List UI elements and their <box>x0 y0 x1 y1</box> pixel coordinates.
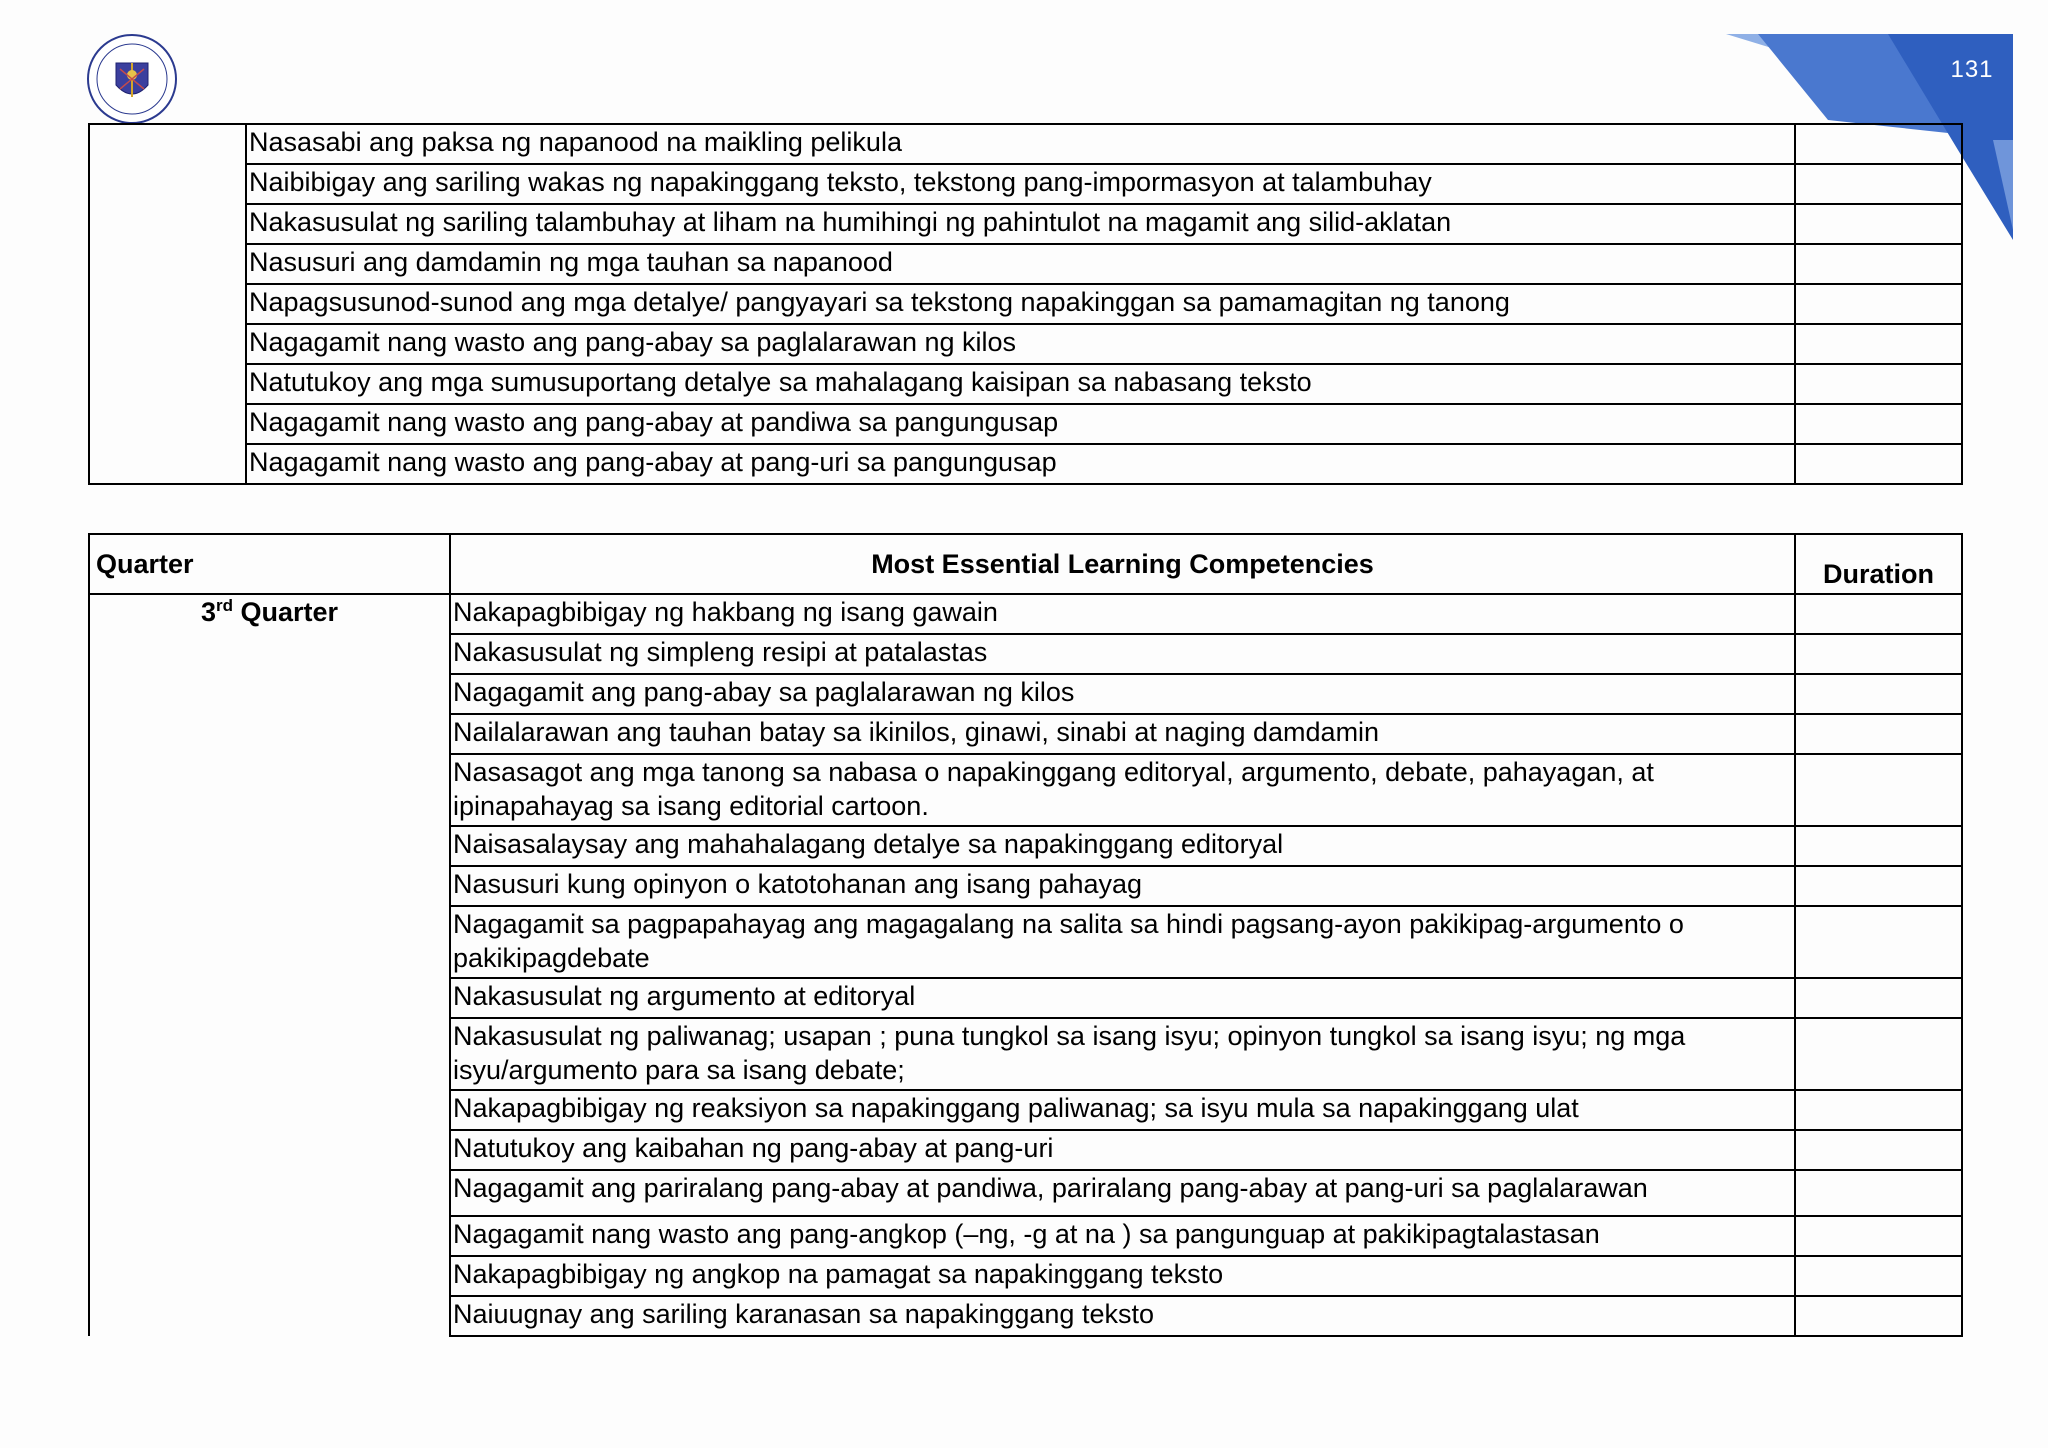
page-number: 131 <box>1950 56 1994 83</box>
duration-cell <box>1795 364 1962 404</box>
duration-cell <box>1795 714 1962 754</box>
table-row <box>89 204 1962 244</box>
competency-cell: Nagagamit nang wasto ang pang-abay at pang-uri sa pangungusap <box>246 444 1795 484</box>
competency-cell: Nagagamit sa pagpapahayag ang magagalang na salita sa hindi pagsang-ayon pakikipag-argumento o pakikipagdebate <box>450 906 1795 978</box>
duration-cell <box>1795 754 1962 826</box>
quarter-label: 3rd Quarter <box>89 594 450 1336</box>
competency-cell: Nakapagbibigay ng reaksiyon sa napakinggang paliwanag; sa isyu mula sa napakinggang ulat <box>450 1090 1795 1130</box>
duration-cell <box>1795 324 1962 364</box>
duration-cell <box>1795 866 1962 906</box>
duration-cell <box>1795 634 1962 674</box>
competency-cell: Nasusuri kung opinyon o katotohanan ang isang pahayag <box>450 866 1795 906</box>
competency-cell: Nagagamit nang wasto ang pang-angkop (–ng, -g at na ) sa pangunguap at pakikipagtalastasan <box>450 1216 1795 1256</box>
duration-cell <box>1795 124 1962 164</box>
competency-cell: Natutukoy ang kaibahan ng pang-abay at pang-uri <box>450 1130 1795 1170</box>
quarter-cell-empty <box>89 124 246 484</box>
competency-cell: Nasusuri ang damdamin ng mga tauhan sa napanood <box>246 244 1795 284</box>
competency-cell: Nasasabi ang paksa ng napanood na maikling pelikula <box>246 124 1795 164</box>
table-row <box>89 244 1962 284</box>
header-melc: Most Essential Learning Competencies <box>450 534 1795 594</box>
competency-cell: Nagagamit ang pariralang pang-abay at pandiwa, pariralang pang-abay at pang-uri sa paglalarawan <box>450 1170 1795 1216</box>
duration-cell <box>1795 244 1962 284</box>
table-row <box>89 284 1962 324</box>
deped-seal-logo <box>84 33 180 125</box>
competency-cell: Nakasusulat ng sariling talambuhay at liham na humihingi ng pahintulot na magamit ang silid-aklatan <box>246 204 1795 244</box>
duration-cell <box>1795 1090 1962 1130</box>
table-row <box>89 444 1962 484</box>
duration-cell <box>1795 164 1962 204</box>
competency-cell: Nailalarawan ang tauhan batay sa ikinilos, ginawi, sinabi at naging damdamin <box>450 714 1795 754</box>
competency-cell: Naisasalaysay ang mahahalagang detalye sa napakinggang editoryal <box>450 826 1795 866</box>
competency-cell: Napagsusunod-sunod ang mga detalye/ pangyayari sa tekstong napakinggan sa pamamagitan ng tanong <box>246 284 1795 324</box>
duration-cell <box>1795 1018 1962 1090</box>
duration-cell <box>1795 906 1962 978</box>
table-row <box>89 164 1962 204</box>
duration-cell <box>1795 978 1962 1018</box>
competency-cell: Nakasusulat ng simpleng resipi at patalastas <box>450 634 1795 674</box>
competency-cell: Naibibigay ang sariling wakas ng napakinggang teksto, tekstong pang-impormasyon at talambuhay <box>246 164 1795 204</box>
competencies-table-continued <box>88 123 1963 485</box>
duration-cell <box>1795 1216 1962 1256</box>
table-row <box>89 324 1962 364</box>
duration-cell <box>1795 284 1962 324</box>
competency-cell: Nasasagot ang mga tanong sa nabasa o napakinggang editoryal, argumento, debate, pahayagan, at ipinapahayag sa isang editorial cartoon. <box>450 754 1795 826</box>
duration-cell <box>1795 674 1962 714</box>
table-row <box>89 124 1962 164</box>
duration-cell <box>1795 826 1962 866</box>
duration-cell <box>1795 1256 1962 1296</box>
duration-cell <box>1795 404 1962 444</box>
duration-cell <box>1795 1130 1962 1170</box>
competency-cell: Nakapagbibigay ng angkop na pamagat sa napakinggang teksto <box>450 1256 1795 1296</box>
competency-cell: Nagagamit nang wasto ang pang-abay at pandiwa sa pangungusap <box>246 404 1795 444</box>
duration-cell <box>1795 444 1962 484</box>
competency-cell: Nagagamit ang pang-abay sa paglalarawan ng kilos <box>450 674 1795 714</box>
competency-cell: Nakasusulat ng argumento at editoryal <box>450 978 1795 1018</box>
competency-cell: Natutukoy ang mga sumusuportang detalye sa mahalagang kaisipan sa nabasang teksto <box>246 364 1795 404</box>
duration-cell <box>1795 1170 1962 1216</box>
competency-cell: Nakasusulat ng paliwanag; usapan ; puna tungkol sa isang isyu; opinyon tungkol sa isang isyu; ng mga isyu/argumento para sa isang debate; <box>450 1018 1795 1090</box>
header-duration: Duration <box>1795 534 1962 594</box>
table-row <box>89 404 1962 444</box>
header-quarter: Quarter <box>89 534 450 594</box>
duration-cell <box>1795 1296 1962 1336</box>
duration-cell <box>1795 594 1962 634</box>
duration-cell <box>1795 204 1962 244</box>
competency-cell: Nakapagbibigay ng hakbang ng isang gawain <box>450 594 1795 634</box>
competency-cell: Naiuugnay ang sariling karanasan sa napakinggang teksto <box>450 1296 1795 1336</box>
competency-cell: Nagagamit nang wasto ang pang-abay sa paglalarawan ng kilos <box>246 324 1795 364</box>
table-row <box>89 594 1962 634</box>
competencies-table-q3 <box>88 533 1963 1337</box>
table-header-row <box>89 534 1962 594</box>
table-row <box>89 364 1962 404</box>
